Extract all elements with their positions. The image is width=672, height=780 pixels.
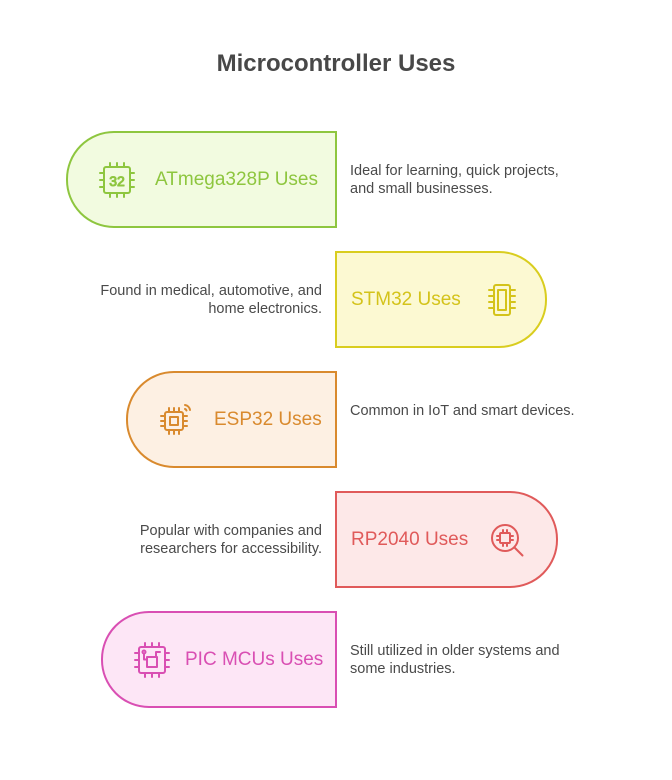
stm32-label: STM32 Uses bbox=[351, 288, 461, 310]
pic-mcus-pill bbox=[101, 611, 337, 708]
stm32-description: Found in medical, automotive, and home electronics. bbox=[100, 283, 322, 317]
pic-mcus-label: PIC MCUs Uses bbox=[185, 648, 324, 670]
wireless-chip-icon bbox=[156, 401, 194, 439]
diagram-title: Microcontroller Uses bbox=[216, 50, 456, 77]
chip-32-icon bbox=[98, 161, 136, 199]
circuit-board-icon bbox=[133, 641, 171, 679]
atmega328p-description: Ideal for learning, quick projects, and small businesses. bbox=[350, 163, 559, 197]
atmega328p-label: ATmega328P Uses bbox=[155, 168, 318, 190]
chip-search-icon bbox=[488, 521, 526, 559]
pic-mcus-description: Still utilized in older systems and some industries. bbox=[350, 643, 560, 677]
esp32-description: Common in IoT and smart devices. bbox=[350, 403, 575, 419]
rp2040-pill bbox=[335, 491, 558, 588]
atmega328p-pill bbox=[66, 131, 337, 228]
ic-chip-icon bbox=[483, 281, 521, 319]
esp32-label: ESP32 Uses bbox=[214, 408, 322, 430]
esp32-pill bbox=[126, 371, 337, 468]
rp2040-label: RP2040 Uses bbox=[351, 528, 469, 550]
svg-text:32: 32 bbox=[109, 172, 125, 189]
stm32-pill bbox=[335, 251, 547, 348]
rp2040-description: Popular with companies and researchers for accessibility. bbox=[139, 523, 322, 557]
